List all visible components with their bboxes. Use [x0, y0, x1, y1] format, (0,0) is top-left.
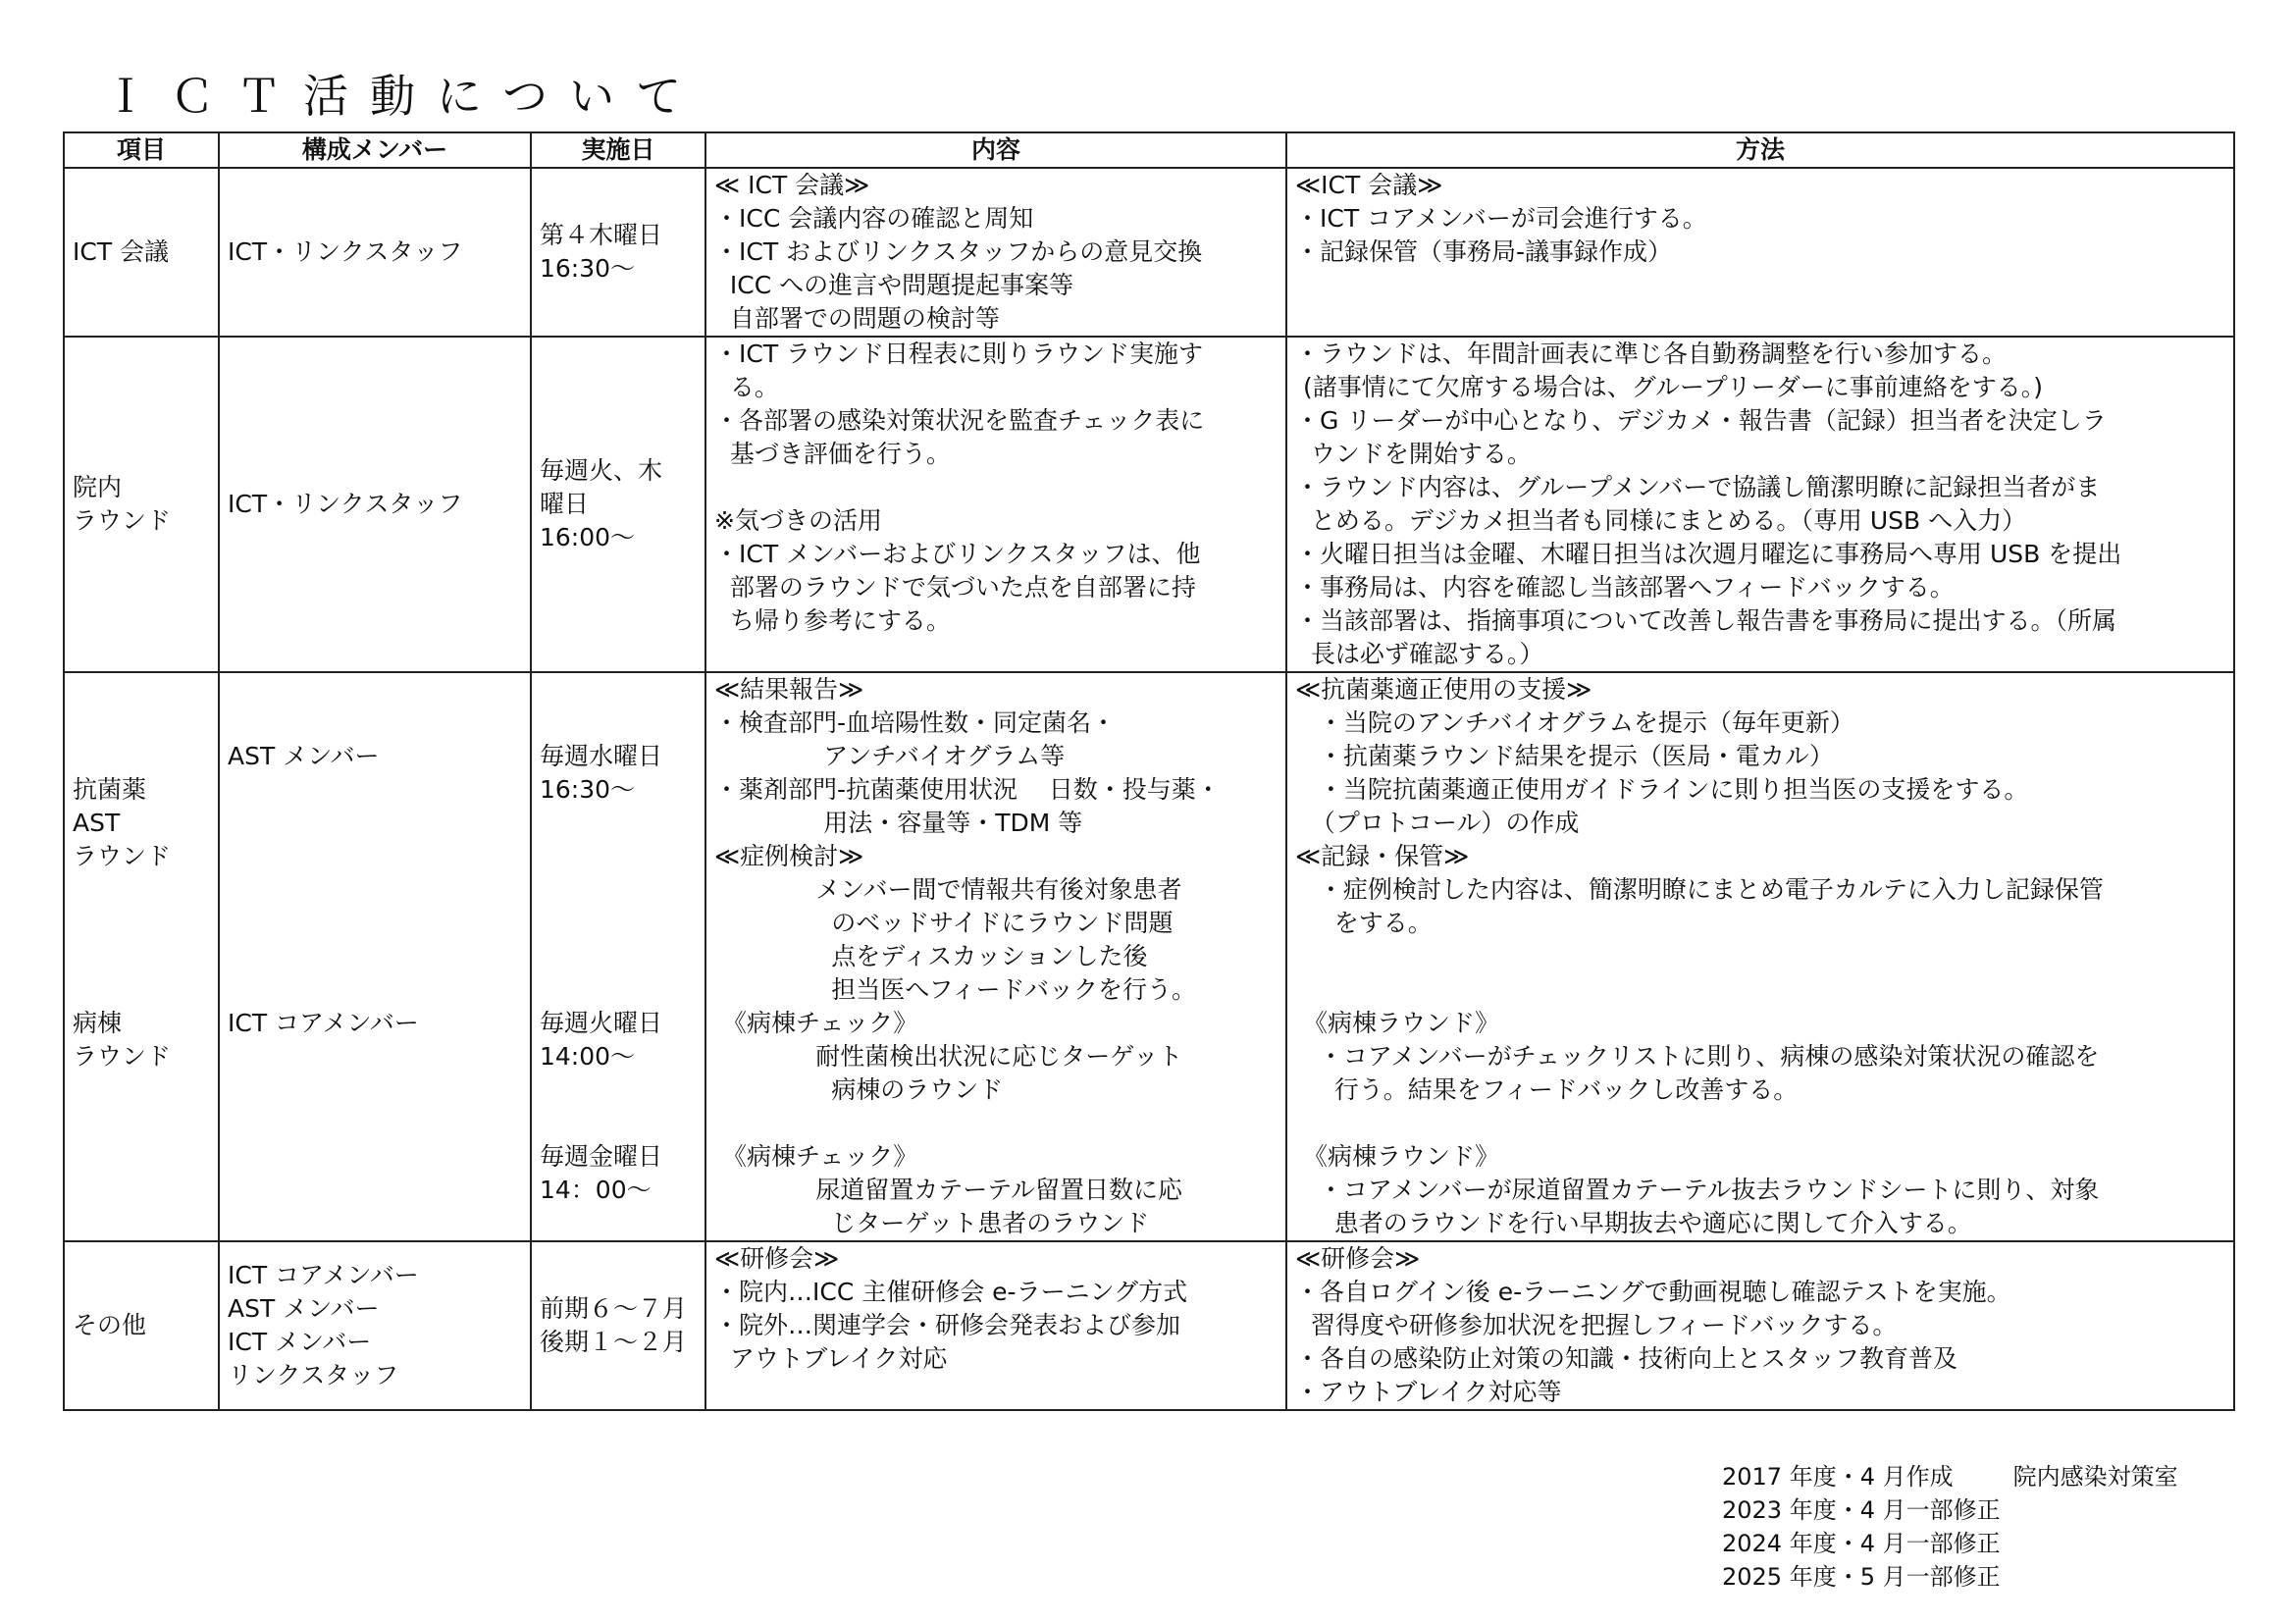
cell-method: [1286, 672, 2234, 1241]
cell-line: ・ICT コアメンバーが司会進行する。: [1295, 204, 1707, 233]
cell-line: [228, 840, 522, 873]
cell-line: 《病棟ラウンド》: [1295, 1009, 1499, 1037]
cell-line: ≪研修会≫: [1295, 1244, 1421, 1273]
cell-line: ・院内…ICC 主催研修会 e-ラーニング方式: [714, 1278, 1188, 1306]
cell-line: 16:30～: [540, 775, 636, 804]
cell-line: [73, 673, 210, 707]
cell-line: リンクスタッフ: [228, 1361, 399, 1389]
cell-line: その他: [73, 1311, 147, 1339]
cell-line: [540, 940, 697, 973]
cell-line: ICC への進言や問題提起事案等: [714, 271, 1074, 299]
cell-method: [1286, 168, 2234, 337]
cell-line: ※気づきの活用: [714, 506, 882, 535]
cell-line: 14：00～: [540, 1176, 652, 1204]
cell-line: [228, 773, 522, 807]
cell-line: [540, 807, 697, 840]
header-content: 内容: [705, 132, 1286, 168]
cell-line: ・G リーダーが中心となり、デジカメ・報告書（記録）担当者を決定しラ: [1295, 406, 2107, 435]
cell-line: ・火曜日担当は金曜、木曜日担当は次週月曜迄に事務局へ専用 USB を提出: [1295, 540, 2122, 568]
cell-line: (諸事情にて欠席する場合は、グループリーダーに事前連絡をする。): [1295, 373, 2043, 401]
cell-line: [228, 873, 522, 907]
cell-line: ラウンド: [73, 1042, 172, 1071]
footer-revision: 2023 年度・4 月一部修正: [1722, 1496, 2001, 1524]
cell-line: ・当該部署は、指摘事項について改善し報告書を事務局に提出する。（所属: [1295, 606, 2117, 635]
cell-line: ラウンド: [73, 842, 172, 870]
cell-line: 院内: [73, 473, 123, 501]
cell-line: ≪ICT 会議≫: [1295, 171, 1443, 199]
page-title: ＩＣＴ活動について: [103, 70, 704, 123]
cell-line: [73, 907, 210, 940]
cell-line: ・ICC 会議内容の確認と周知: [714, 204, 1034, 233]
cell-line: ≪症例検討≫: [714, 842, 864, 870]
cell-line: 抗菌薬: [73, 775, 147, 804]
cell-line: 毎週火曜日: [540, 1009, 663, 1037]
cell-line: ・抗菌薬ラウンド結果を提示（医局・電カル）: [1295, 742, 1834, 770]
cell-item: [64, 1241, 219, 1410]
cell-line: [228, 907, 522, 940]
cell-line: 用法・容量等・TDM 等: [714, 809, 1083, 837]
cell-line: 《病棟ラウンド》: [1295, 1142, 1499, 1171]
footer-revision: 2024 年度・4 月一部修正: [1722, 1530, 2001, 1557]
cell-line: AST メンバー: [228, 1294, 380, 1323]
cell-line: [228, 940, 522, 973]
cell-line: ICT コアメンバー: [228, 1261, 419, 1289]
cell-line: 自部署での問題の検討等: [714, 304, 1000, 333]
cell-line: アウトブレイク対応: [714, 1344, 948, 1373]
cell-members: [219, 168, 531, 337]
cell-line: 後期１～２月: [540, 1328, 688, 1356]
cell-method: [1286, 1241, 2234, 1410]
cell-line: ・症例検討した内容は、簡潔明瞭にまとめ電子カルテに入力し記録保管: [1295, 875, 2104, 904]
cell-item: [64, 168, 219, 337]
document-footer: [1722, 1460, 2178, 1594]
cell-line: [1295, 973, 2225, 1007]
cell-line: [540, 673, 697, 707]
cell-line: ・各部署の感染対策状況を監査チェック表に: [714, 406, 1205, 435]
cell-item: [64, 337, 219, 672]
cell-content: [705, 168, 1286, 337]
cell-line: 担当医へフィードバックを行う。: [714, 975, 1196, 1004]
cell-line: アンチバイオグラム等: [714, 742, 1066, 770]
cell-line: 毎週金曜日: [540, 1142, 663, 1171]
cell-line: [73, 940, 210, 973]
cell-schedule: [531, 672, 705, 1241]
cell-members: [219, 1241, 531, 1410]
cell-line: ICT メンバー: [228, 1328, 372, 1356]
cell-line: る。: [714, 373, 779, 401]
cell-line: ・各自の感染防止対策の知識・技術向上とスタッフ教育普及: [1295, 1344, 1958, 1373]
cell-line: ・事務局は、内容を確認し当該部署へフィードバックする。: [1295, 573, 1955, 602]
table-header-row: [64, 132, 2234, 168]
cell-line: 《病棟チェック》: [714, 1142, 918, 1171]
cell-line: ≪記録・保管≫: [1295, 842, 1470, 870]
cell-line: ・コアメンバーが尿道留置カテーテル抜去ラウンドシートに則り、対象: [1295, 1176, 2100, 1204]
cell-line: 基づき評価を行う。: [714, 440, 951, 468]
table-row: [64, 672, 2234, 1241]
cell-schedule: [531, 1241, 705, 1410]
cell-line: AST メンバー: [228, 742, 380, 770]
cell-content: [705, 337, 1286, 672]
cell-line: じターゲット患者のラウンド: [714, 1209, 1150, 1237]
cell-line: 前期６～７月: [540, 1294, 688, 1323]
cell-line: 病棟のラウンド: [714, 1075, 1004, 1104]
cell-content: [705, 1241, 1286, 1410]
cell-line: ≪結果報告≫: [714, 675, 864, 704]
cell-line: [1295, 1107, 2225, 1140]
cell-line: 第４木曜日: [540, 221, 663, 249]
cell-line: ≪ ICT 会議≫: [714, 171, 870, 199]
cell-line: [540, 840, 697, 873]
cell-line: ・コアメンバーがチェックリストに則り、病棟の感染対策状況の確認を: [1295, 1042, 2100, 1071]
cell-line: [228, 707, 522, 740]
cell-line: ICT・リンクスタッフ: [228, 490, 463, 518]
cell-schedule: [531, 168, 705, 337]
cell-line: 16:00～: [540, 523, 636, 551]
cell-line: ・ICT およびリンクスタッフからの意見交換: [714, 237, 1203, 266]
header-method: 方法: [1286, 132, 2234, 168]
cell-line: [1295, 940, 2225, 973]
cell-line: ち帰り参考にする。: [714, 606, 951, 635]
cell-line: [73, 873, 210, 907]
cell-line: [73, 973, 210, 1007]
cell-line: [714, 1107, 1278, 1140]
cell-line: 部署のラウンドで気づいた点を自部署に持: [714, 573, 1196, 602]
cell-line: ・当院抗菌薬適正使用ガイドラインに則り担当医の支援をする。: [1295, 775, 2029, 804]
cell-line: ・記録保管（事務局-議事録作成）: [1295, 237, 1673, 266]
header-schedule: 実施日: [531, 132, 705, 168]
cell-line: [540, 907, 697, 940]
cell-content: [705, 672, 1286, 1241]
cell-line: ≪研修会≫: [714, 1244, 840, 1273]
cell-line: 曜日: [540, 490, 590, 518]
cell-line: ICT コアメンバー: [228, 1009, 419, 1037]
cell-line: [228, 973, 522, 1007]
cell-line: 点をディスカッションした後: [714, 942, 1148, 970]
cell-line: [73, 740, 210, 773]
cell-line: [540, 1107, 697, 1140]
cell-line: [540, 707, 697, 740]
cell-item: [64, 672, 219, 1241]
cell-line: 長は必ず確認する。）: [1295, 640, 1544, 668]
cell-line: [540, 873, 697, 907]
cell-line: 16:30～: [540, 254, 636, 283]
cell-line: 14:00～: [540, 1042, 636, 1071]
cell-line: ・各自ログイン後 e-ラーニングで動画視聴し確認テストを実施。: [1295, 1278, 2011, 1306]
cell-line: ・当院のアンチバイオグラムを提示（毎年更新）: [1295, 708, 1854, 737]
cell-line: ・検査部門-血培陽性数・同定菌名・: [714, 708, 1117, 737]
cell-line: をする。: [1295, 909, 1433, 937]
cell-line: ウンドを開始する。: [1295, 440, 1532, 468]
cell-line: [540, 973, 697, 1007]
footer-department: 院内感染対策室: [2012, 1463, 2178, 1491]
header-members: 構成メンバー: [219, 132, 531, 168]
cell-line: ・ICT メンバーおよびリンクスタッフは、他: [714, 540, 1201, 568]
cell-line: 習得度や研修参加状況を把握しフィードバックする。: [1295, 1311, 1898, 1339]
table-row: [64, 1241, 2234, 1410]
cell-line: 患者のラウンドを行い早期抜去や適応に関して介入する。: [1295, 1209, 1972, 1237]
cell-line: 毎週火、木: [540, 456, 663, 485]
cell-line: ・ラウンド内容は、グループメンバーで協議し簡潔明瞭に記録担当者がま: [1295, 473, 2101, 501]
cell-line: メンバー間で情報共有後対象患者: [714, 875, 1182, 904]
cell-line: [714, 471, 1278, 504]
table-row: [64, 337, 2234, 672]
cell-line: 尿道留置カテーテル留置日数に応: [714, 1176, 1183, 1204]
cell-members: [219, 337, 531, 672]
cell-line: ICT・リンクスタッフ: [228, 237, 463, 266]
cell-line: [228, 673, 522, 707]
cell-line: ・ラウンドは、年間計画表に準じ各自勤務調整を行い参加する。: [1295, 340, 2008, 368]
table-row: [64, 168, 2234, 337]
cell-line: ICT 会議: [73, 237, 170, 266]
cell-schedule: [531, 337, 705, 672]
footer-revision: 2025 年度・5 月一部修正: [1722, 1563, 2001, 1591]
footer-created: 2017 年度・4 月作成: [1722, 1463, 1954, 1491]
header-item: 項目: [64, 132, 219, 168]
cell-members: [219, 672, 531, 1241]
cell-line: AST: [73, 809, 121, 837]
ict-activity-table: [63, 131, 2235, 1411]
cell-method: [1286, 337, 2234, 672]
cell-line: ・アウトブレイク対応等: [1295, 1378, 1562, 1406]
cell-line: ・薬剤部門-抗菌薬使用状況 日数・投与薬・: [714, 775, 1221, 804]
cell-line: 病棟: [73, 1009, 123, 1037]
cell-line: [540, 1073, 697, 1107]
cell-line: 行う。結果をフィードバックし改善する。: [1295, 1075, 1799, 1104]
cell-line: [228, 807, 522, 840]
cell-line: ラウンド: [73, 506, 172, 535]
cell-line: ・ICT ラウンド日程表に則りラウンド実施す: [714, 340, 1204, 368]
cell-line: のベッドサイドにラウンド問題: [714, 909, 1174, 937]
cell-line: ≪抗菌薬適正使用の支援≫: [1295, 675, 1592, 704]
cell-line: 耐性菌検出状況に応じターゲット: [714, 1042, 1183, 1071]
cell-line: （プロトコール）の作成: [1295, 809, 1580, 837]
cell-line: [73, 707, 210, 740]
cell-line: ・院外…関連学会・研修会発表および参加: [714, 1311, 1181, 1339]
cell-line: 《病棟チェック》: [714, 1009, 918, 1037]
cell-line: とめる。デジカメ担当者も同様にまとめる。（専用 USB へ入力）: [1295, 506, 2027, 535]
footer-created-row: [1722, 1460, 2178, 1493]
cell-line: 毎週水曜日: [540, 742, 663, 770]
